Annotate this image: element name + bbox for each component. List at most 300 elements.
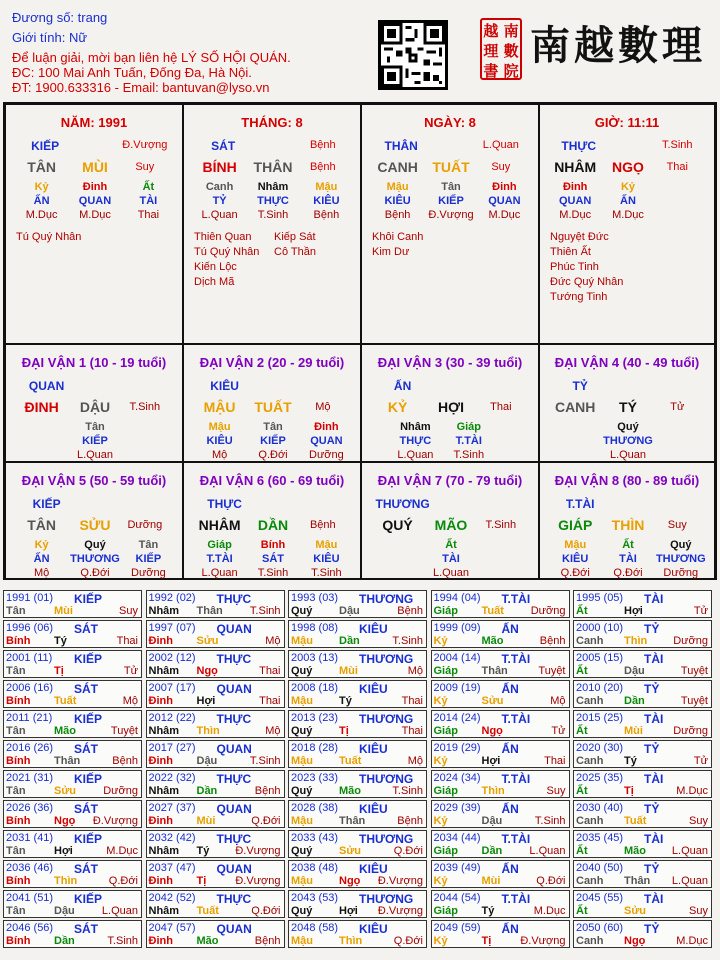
hidden-god: KIÊU [313, 553, 340, 565]
year-cell[interactable] [146, 650, 285, 678]
year-label: 2042 (52) [148, 892, 196, 904]
year-chi: Thìn [339, 935, 363, 947]
year-chi: Tý [54, 635, 67, 647]
year-cell[interactable] [146, 830, 285, 858]
dai-van-god: KIẾP [32, 497, 61, 511]
hidden-god: TỶ [212, 195, 227, 207]
year-cell[interactable] [146, 800, 285, 828]
year-god: SÁT [74, 802, 98, 816]
year-god: ẤN [501, 802, 519, 816]
year-chi: Thìn [624, 635, 648, 647]
year-label: 2044 (54) [433, 892, 481, 904]
year-cell[interactable] [146, 590, 285, 618]
year-god: ẤN [501, 742, 519, 756]
year-can: Quý [291, 605, 313, 617]
year-cell[interactable] [3, 830, 142, 858]
year-label: 2047 (57) [148, 922, 196, 934]
year-can: Nhâm [148, 785, 180, 797]
year-chi: Thân [339, 815, 366, 827]
year-cell[interactable] [288, 830, 427, 858]
pillar-cell[interactable] [361, 104, 539, 344]
hidden-stem: Kỷ [620, 181, 636, 193]
year-label: 2010 (20) [576, 682, 624, 694]
dai-van-cell[interactable] [5, 462, 183, 580]
year-god: T.TÀI [501, 712, 531, 726]
logo: 南越數理 [530, 22, 706, 69]
year-label: 1999 (09) [433, 622, 481, 634]
year-can: Bính [6, 695, 31, 707]
year-cell[interactable] [573, 740, 712, 768]
hidden-god: KIẾP [82, 435, 108, 447]
year-god: SÁT [74, 862, 98, 876]
year-god: KIẾP [74, 592, 103, 606]
year-cell[interactable] [146, 620, 285, 648]
hidden-god: T.TÀI [206, 553, 233, 565]
dai-van-chi: HỢI [438, 399, 464, 415]
dai-van-god: ẤN [393, 379, 412, 393]
hidden-stage: Q.Đới [80, 567, 110, 579]
year-god: QUAN [216, 682, 252, 696]
year-cell[interactable] [573, 800, 712, 828]
year-cell[interactable] [288, 800, 427, 828]
hidden-god: THỰC [399, 435, 432, 447]
pillar-title: GIỜ: 11:11 [594, 115, 660, 130]
dai-van-cell[interactable] [361, 344, 539, 462]
year-label: 2040 (50) [576, 862, 624, 874]
year-chi: Sửu [339, 845, 362, 857]
phone-email[interactable]: ĐT: 1900.633316 - Email: bantuvan@lyso.vn [12, 80, 270, 95]
year-stage: Q.Đới [393, 845, 423, 857]
year-chi: Sửu [54, 785, 77, 797]
year-can: Bính [6, 935, 31, 947]
year-can: Quý [291, 665, 313, 677]
pillar-cell[interactable] [539, 104, 715, 344]
year-cell[interactable] [3, 620, 142, 648]
pillar-god-right: L.Quan [482, 139, 519, 151]
year-stage: Bệnh [254, 785, 281, 797]
year-stage: Tuyệt [680, 665, 708, 677]
year-cell[interactable] [431, 890, 570, 918]
year-can: Kỷ [433, 755, 448, 767]
contact-note: Để luận giải, mời bạn liên hệ LÝ SỐ HỘI QUÁN. [12, 50, 291, 65]
year-can: Đinh [148, 815, 173, 827]
chart-grid [3, 102, 717, 580]
year-stage: Dưỡng [673, 725, 708, 737]
owner-value: trang [77, 10, 108, 25]
year-stage: Đ.Vượng [520, 935, 566, 947]
year-cell[interactable] [146, 710, 285, 738]
year-label: 1997 (07) [148, 622, 196, 634]
year-god: TỶ [644, 922, 660, 936]
dai-van-cell[interactable] [5, 344, 183, 462]
year-can: Đinh [148, 755, 173, 767]
year-cell[interactable] [146, 920, 285, 948]
year-stage: T.Sinh [107, 935, 138, 947]
hidden-stage: M.Dục [612, 209, 644, 221]
year-can: Bính [6, 635, 31, 647]
year-chi: Dần [339, 635, 360, 647]
year-stage: Đ.Vượng [235, 875, 281, 887]
hidden-god: TÀI [619, 553, 637, 565]
year-chi: Tuất [339, 755, 362, 767]
hidden-stem: Mậu [315, 539, 338, 551]
year-chi: Tuất [624, 815, 647, 827]
hidden-god: KIÊU [206, 435, 233, 447]
dai-van-stage: Suy [667, 519, 687, 531]
year-cell[interactable] [146, 860, 285, 888]
year-chi: Tý [339, 695, 352, 707]
year-label: 2045 (55) [576, 892, 624, 904]
year-cell[interactable] [431, 920, 570, 948]
year-can: Tân [6, 845, 26, 857]
year-stage: Thai [259, 665, 281, 677]
year-cell[interactable] [3, 860, 142, 888]
year-cell[interactable] [288, 890, 427, 918]
hidden-stem: Tân [138, 539, 159, 551]
hidden-stage: Mộ [33, 567, 50, 579]
year-label: 2013 (23) [291, 712, 339, 724]
dai-van-cell[interactable] [183, 344, 361, 462]
year-chi: Mùi [54, 605, 73, 617]
year-cell[interactable] [431, 770, 570, 798]
hidden-stem: Canh [205, 181, 234, 193]
dai-van-title: ĐẠI VẬN 8 (80 - 89 tuổi) [554, 473, 700, 488]
year-cell[interactable] [288, 920, 427, 948]
year-stage: Suy [689, 815, 708, 827]
year-chi: Tị [196, 875, 207, 887]
year-stage: Thai [544, 755, 566, 767]
dai-van-chi: MÃO [434, 517, 468, 533]
year-god: KIẾP [74, 772, 103, 786]
year-can: Nhâm [148, 905, 180, 917]
year-stage: Đ.Vượng [377, 905, 423, 917]
year-chi: Tị [54, 665, 64, 677]
year-cell[interactable] [3, 590, 142, 618]
year-chi: Tuất [54, 695, 77, 707]
year-label: 2012 (22) [148, 712, 196, 724]
yearly-table [3, 590, 717, 958]
year-cell[interactable] [3, 710, 142, 738]
year-stage: Thai [401, 695, 423, 707]
year-can: Bính [6, 755, 31, 767]
year-label: 2005 (15) [576, 652, 624, 664]
dai-van-title: ĐẠI VẬN 6 (60 - 69 tuổi) [199, 473, 345, 488]
hidden-stage: Q.Đới [613, 567, 643, 579]
hidden-stem: Quý [670, 539, 692, 551]
year-god: KIÊU [359, 622, 388, 636]
hidden-stage: Bệnh [384, 209, 411, 221]
year-stage: Suy [546, 785, 566, 797]
year-god: TỶ [644, 862, 660, 876]
year-god: THỰC [216, 772, 252, 786]
year-can: Canh [576, 875, 604, 887]
year-label: 2017 (27) [148, 742, 196, 754]
year-stage: Dưỡng [530, 605, 566, 617]
year-stage: M.Dục [106, 845, 138, 857]
year-chi: Dậu [54, 905, 75, 917]
dai-van-god: QUAN [28, 379, 65, 393]
year-label: 2020 (30) [576, 742, 624, 754]
year-label: 2011 (21) [6, 712, 53, 724]
star-item: Tướng Tinh [550, 291, 608, 303]
dai-van-chi: TUẤT [254, 399, 292, 415]
year-cell[interactable] [146, 890, 285, 918]
year-cell[interactable] [3, 800, 142, 828]
year-label: 2015 (25) [576, 712, 624, 724]
year-cell[interactable] [573, 590, 712, 618]
year-god: KIẾP [74, 892, 103, 906]
hidden-stage: L.Quan [432, 567, 470, 579]
year-can: Mậu [291, 815, 313, 827]
year-label: 2039 (49) [433, 862, 481, 874]
year-label: 2014 (24) [433, 712, 481, 724]
year-chi: Ngọ [624, 935, 646, 947]
hidden-stem: Đinh [492, 181, 517, 193]
year-label: 2004 (14) [433, 652, 481, 664]
year-cell[interactable] [288, 680, 427, 708]
year-stage: Q.Đới [108, 875, 138, 887]
gender-label: Giới tính: [12, 30, 66, 45]
year-god: TÀI [644, 892, 664, 906]
year-label: 2025 (35) [576, 772, 624, 784]
year-stage: Tử [123, 665, 138, 677]
year-cell[interactable] [288, 620, 427, 648]
pillar-title: NGÀY: 8 [424, 115, 476, 130]
year-god: TÀI [644, 652, 664, 666]
year-cell[interactable] [573, 860, 712, 888]
year-label: 2027 (37) [148, 802, 196, 814]
pillar-god-left: SÁT [211, 139, 236, 153]
year-cell[interactable] [431, 620, 570, 648]
year-cell[interactable] [573, 710, 712, 738]
year-cell[interactable] [288, 650, 427, 678]
year-chi: Thân [196, 605, 223, 617]
year-can: Đinh [148, 695, 173, 707]
dai-van-cell[interactable] [539, 462, 715, 580]
hidden-stem: Bính [260, 539, 286, 551]
year-chi: Dần [481, 845, 503, 857]
year-can: Mậu [291, 695, 313, 707]
year-stage: T.Sinh [249, 605, 281, 617]
hidden-stage: T.Sinh [453, 449, 485, 461]
year-god: TỶ [644, 682, 660, 696]
year-stage: Q.Đới [251, 815, 281, 827]
year-chi: Thìn [196, 725, 220, 737]
hidden-stage: Thai [137, 209, 160, 221]
hidden-stage: L.Quan [76, 449, 114, 461]
year-label: 1995 (05) [576, 592, 624, 604]
dai-van-can: KỶ [387, 399, 408, 415]
dai-van-title: ĐẠI VẬN 2 (20 - 29 tuổi) [199, 355, 345, 370]
year-can: Đinh [148, 635, 173, 647]
year-god: SÁT [74, 682, 98, 696]
year-stage: Q.Đới [536, 875, 566, 887]
year-stage: Mộ [407, 665, 423, 677]
dai-van-god: TỶ [572, 379, 588, 393]
year-cell[interactable] [431, 740, 570, 768]
year-chi: Ngọ [196, 665, 218, 677]
dai-van-god: THỰC [207, 497, 242, 511]
year-cell[interactable] [431, 650, 570, 678]
hidden-stem: Mậu [386, 181, 409, 193]
year-cell[interactable] [146, 770, 285, 798]
year-god: THỰC [216, 712, 252, 726]
year-stage: Đ.Vượng [377, 875, 423, 887]
dai-van-can: MẬU [203, 399, 236, 415]
year-chi: Dậu [481, 815, 503, 827]
year-god: ẤN [501, 922, 519, 936]
hidden-god: THƯƠNG [655, 553, 706, 565]
year-label: 2016 (26) [6, 742, 54, 754]
year-god: THỰC [216, 892, 252, 906]
pillar-god-right: T.Sinh [661, 139, 693, 151]
dai-van-cell[interactable] [183, 462, 361, 580]
year-cell[interactable] [288, 590, 427, 618]
year-stage: Thai [259, 695, 281, 707]
year-can: Canh [576, 815, 604, 827]
year-stage: Đ.Vượng [92, 815, 138, 827]
year-cell[interactable] [573, 890, 712, 918]
pillar-cell[interactable] [183, 104, 361, 344]
year-can: Tân [6, 905, 26, 917]
year-can: Mậu [291, 755, 313, 767]
year-god: THỰC [216, 832, 252, 846]
year-cell[interactable] [288, 740, 427, 768]
hidden-stem: Giáp [207, 539, 232, 551]
year-can: Nhâm [148, 845, 180, 857]
hidden-stem: Nhâm [257, 181, 289, 193]
year-can: Đinh [148, 875, 173, 887]
pillar-title: THÁNG: 8 [241, 115, 303, 130]
year-stage: L.Quan [101, 905, 138, 917]
hidden-stage: L.Quan [201, 209, 238, 221]
year-cell[interactable] [431, 590, 570, 618]
hidden-stem: Mậu [564, 539, 587, 551]
star-item: Thiên Quan [194, 231, 252, 243]
year-stage: Mộ [550, 695, 566, 707]
year-cell[interactable] [431, 800, 570, 828]
year-cell[interactable] [573, 920, 712, 948]
hidden-stage: M.Dục [559, 209, 592, 221]
year-chi: Ngọ [54, 815, 76, 827]
pillar-can: CANH [377, 159, 418, 175]
year-cell[interactable] [3, 770, 142, 798]
year-god: KIÊU [359, 682, 388, 696]
hidden-stage: Q.Đới [560, 567, 590, 579]
dai-van-god: THƯƠNG [375, 497, 430, 511]
hidden-stage: L.Quan [609, 449, 647, 461]
year-cell[interactable] [288, 710, 427, 738]
hidden-god: THƯƠNG [603, 435, 653, 447]
qr-code-icon[interactable] [378, 20, 448, 90]
year-stage: Mộ [265, 725, 281, 737]
hidden-stage: Dưỡng [131, 567, 166, 579]
pillar-god-left: THÂN [384, 139, 418, 153]
year-stage: Bệnh [112, 755, 138, 767]
year-cell[interactable] [3, 680, 142, 708]
year-cell[interactable] [573, 680, 712, 708]
year-cell[interactable] [288, 860, 427, 888]
year-god: QUAN [216, 862, 252, 876]
year-chi: Tý [481, 905, 495, 917]
year-chi: Hợi [481, 755, 501, 767]
year-cell[interactable] [3, 650, 142, 678]
year-stage: Q.Đới [393, 935, 423, 947]
year-cell[interactable] [431, 830, 570, 858]
year-can: Ất [576, 725, 588, 737]
year-cell[interactable] [573, 650, 712, 678]
hidden-god: ẤN [33, 195, 50, 207]
year-chi: Tuất [196, 905, 219, 917]
year-cell[interactable] [288, 770, 427, 798]
year-cell[interactable] [573, 830, 712, 858]
year-cell[interactable] [146, 740, 285, 768]
pillar-chi: NGỌ [612, 159, 644, 175]
year-cell[interactable] [573, 620, 712, 648]
pillar-can: NHÂM [554, 159, 597, 175]
year-label: 1991 (01) [6, 592, 54, 604]
hidden-stage: M.Dục [488, 209, 521, 221]
year-label: 2021 (31) [6, 772, 54, 784]
hidden-god: ẤN [620, 195, 636, 207]
year-chi: Ngọ [481, 725, 503, 737]
year-cell[interactable] [431, 710, 570, 738]
year-god: THƯƠNG [359, 712, 414, 726]
year-cell[interactable] [573, 770, 712, 798]
year-stage: Suy [689, 905, 708, 917]
year-chi: Dậu [339, 605, 360, 617]
year-label: 2008 (18) [291, 682, 339, 694]
pillar-can: BÍNH [202, 159, 237, 175]
year-chi: Sửu [196, 635, 219, 647]
hidden-god: THƯƠNG [70, 553, 120, 565]
year-cell[interactable] [3, 740, 142, 768]
year-label: 2036 (46) [6, 862, 54, 874]
year-stage: Tử [551, 725, 566, 737]
hidden-god: TÀI [442, 553, 460, 565]
pillar-cell[interactable] [5, 104, 183, 344]
year-cell[interactable] [431, 680, 570, 708]
year-chi: Mão [54, 725, 76, 737]
year-label: 2009 (19) [433, 682, 481, 694]
year-label: 1992 (02) [148, 592, 196, 604]
year-god: TÀI [644, 772, 664, 786]
red-seal-icon: 越 南 理 數 書 院 [480, 18, 522, 80]
year-label: 2028 (38) [291, 802, 339, 814]
year-chi: Tý [196, 845, 210, 857]
dai-van-cell[interactable] [539, 344, 715, 462]
year-cell[interactable] [3, 890, 142, 918]
year-cell[interactable] [146, 680, 285, 708]
year-cell[interactable] [431, 860, 570, 888]
year-can: Canh [576, 935, 604, 947]
year-god: THƯƠNG [359, 592, 414, 606]
year-label: 2030 (40) [576, 802, 624, 814]
year-cell[interactable] [3, 920, 142, 948]
dai-van-cell[interactable] [361, 462, 539, 580]
year-chi: Tị [481, 935, 492, 947]
year-god: THƯƠNG [359, 772, 414, 786]
gender-line [12, 30, 87, 45]
year-label: 1996 (06) [6, 622, 54, 634]
hidden-god: KIẾP [135, 553, 162, 565]
year-stage: Q.Đới [251, 905, 281, 917]
year-chi: Dần [624, 695, 645, 707]
dai-van-can: QUÝ [382, 517, 413, 533]
year-god: KIÊU [359, 862, 388, 876]
hidden-stem: Mậu [208, 421, 231, 433]
year-can: Giáp [433, 905, 458, 917]
